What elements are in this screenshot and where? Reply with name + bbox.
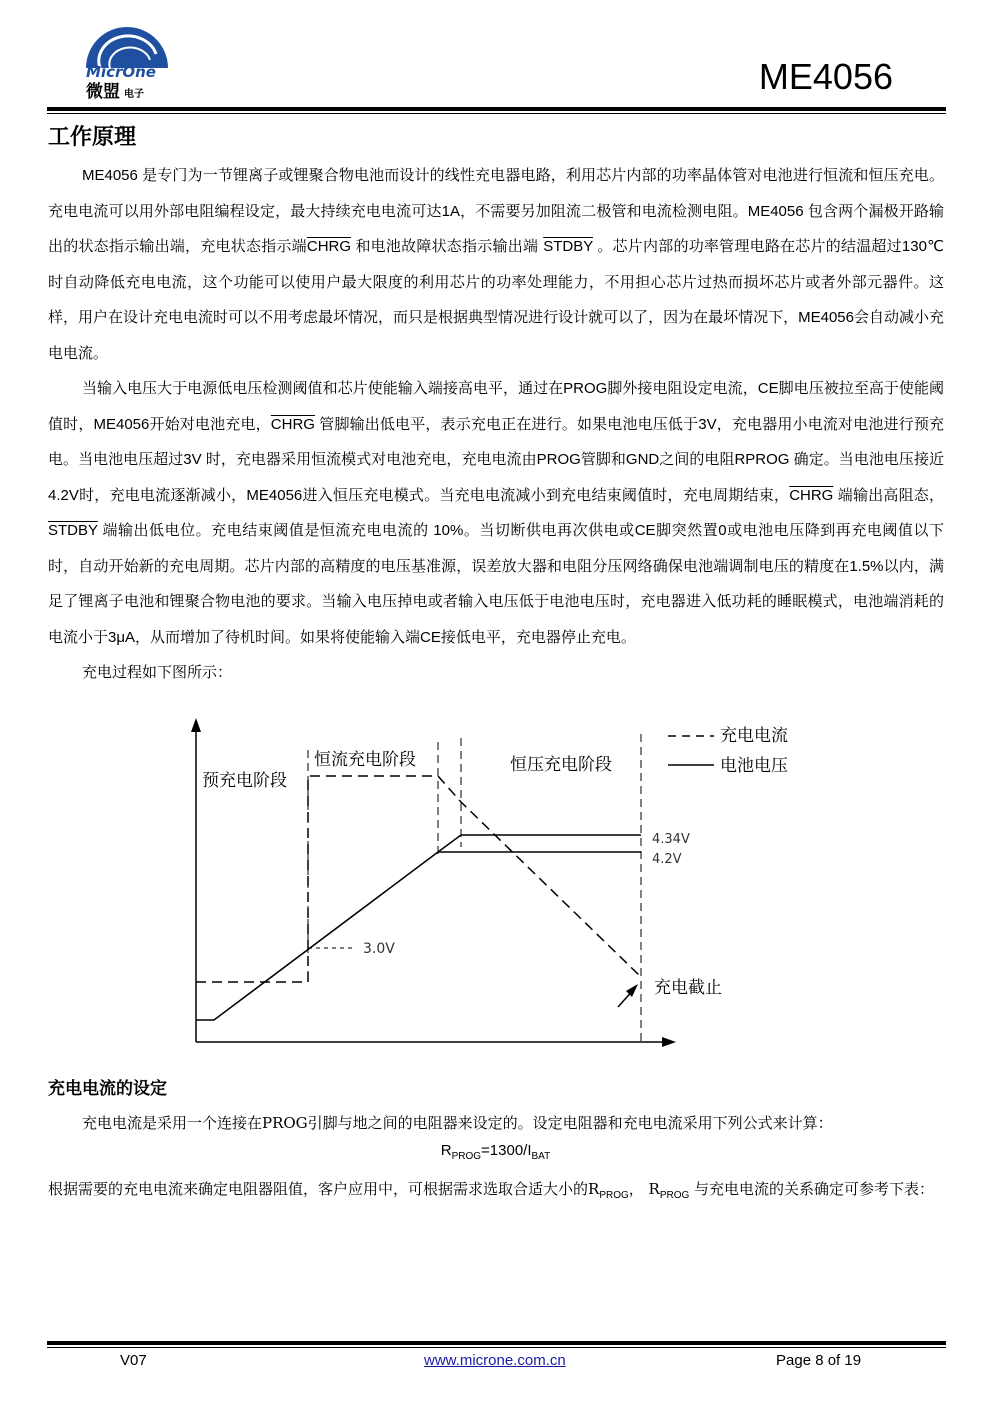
p1-part-a: ME4056 是专门为一节锂离子或锂聚合物电池而设计的线性充电器电路，利用芯片内部的功率晶体管对电池进行恒流和恒压充电。充电电流可以用外部电阻编程设定，最大持续充电电流可达1A，不需要另加阻流二极管和电流检测电阻。ME4056 包含两个漏极开路输出的状态指示输出端，充电状态指示端	[48, 167, 944, 255]
footer-rule-thick	[47, 1341, 946, 1345]
p1-part-b: 和电池故障状态指示输出端	[351, 238, 539, 255]
battery-voltage-curve	[196, 835, 641, 1020]
current-setting-intro	[48, 1106, 944, 1141]
principle-body	[48, 158, 944, 690]
logo-sub-text: 电子	[124, 89, 144, 100]
charge-current-curve	[196, 776, 641, 982]
voltage-434-label: 4.34V	[652, 832, 690, 847]
setting-paragraph-2	[48, 1172, 944, 1214]
section-title-principle: 工作原理	[48, 125, 137, 150]
footer-rule-thin	[47, 1347, 946, 1348]
voltage-30-label: 3.0V	[363, 941, 395, 957]
chrg-pin-label: CHRG	[306, 238, 352, 255]
section-title-current-setting: 充电电流的设定	[48, 1079, 167, 1099]
stdby-pin-label-2: STDBY	[48, 522, 98, 539]
header-rule-thick	[47, 107, 946, 111]
stage-cv-label: 恒压充电阶段	[510, 755, 612, 775]
p2-sub-1: PROG	[599, 1190, 629, 1201]
formula-i-sub: BAT	[531, 1151, 551, 1162]
p2-part-d: 端输出低电位。充电结束阈值是恒流充电电流的 10%。当切断供电再次供电或CE脚突然置0或电池电压降到再充电阈值以下时，自动开始新的充电周期。芯片内部的高精度的电压基准源，误差放大器和电阻分压网络确保电池端调制电压的精度在1.5%以内，满足了锂离子电池和锂聚合物电池的要求。当输入电压掉电或者输入电压低于电池电压时，充电器进入低功耗的睡眠模式，电池端消耗的电流小于3μA，从而增加了待机时间。如果将使能输入端CE接低电平，充电器停止充电。	[48, 522, 944, 646]
current-setting-body	[48, 1172, 944, 1214]
formula-r: R	[440, 1142, 452, 1159]
p2-text-c: 与充电电流的关系确定可参考下表：	[689, 1180, 935, 1198]
y-axis-arrow	[191, 718, 201, 732]
p1-part-c: 。芯片内部的功率管理电路在芯片的结温超过130℃时自动降低充电电流，这个功能可以使用户最大限度的利用芯片的功率处理能力，不用担心芯片过热而损坏芯片或者外部元器件。这样，用户在设计充电电流时可以不用考虑最坏情况，而只是根据典型情况进行设计就可以了，因为在最坏情况下，ME4056会自动减小充电电流。	[48, 238, 944, 362]
paragraph-3: 充电过程如下图所示：	[82, 663, 233, 681]
chrg-pin-label-2: CHRG	[270, 415, 315, 433]
stdby-pin-label: STDBY	[543, 238, 593, 255]
stage-precharge-label: 预充电阶段	[202, 771, 287, 791]
p2-part-c: 端输出高阻态，	[833, 486, 944, 504]
logo-graphic	[80, 24, 172, 108]
header-rule-thin	[47, 113, 946, 114]
formula-mid: =1300/I	[481, 1142, 532, 1159]
p2-text-b: ， R	[628, 1180, 660, 1198]
footer-page-number: Page 8 of 19	[776, 1352, 862, 1369]
logo-brand-text: MicrOne	[86, 63, 156, 81]
website-link[interactable]: www.microne.com.cn	[424, 1352, 566, 1369]
model-number: ME4056	[758, 56, 893, 97]
chrg-pin-label-3: CHRG	[789, 486, 834, 504]
p2-sub-2: PROG	[659, 1190, 690, 1201]
x-axis-arrow	[662, 1037, 676, 1047]
paragraph-1	[48, 158, 944, 371]
footer-version: V07	[120, 1352, 147, 1369]
setting-paragraph-1: 充电电流是采用一个连接在PROG引脚与地之间的电阻器来设定的。设定电阻器和充电电流采用下列公式来计算：	[82, 1114, 833, 1132]
paragraph-2	[48, 371, 944, 655]
company-logo	[80, 24, 172, 108]
charge-end-label: 充电截止	[654, 978, 722, 998]
p2-part-a: 当输入电压大于电源低电压检测阈值和芯片使能输入端接高电平，通过在PROG脚外接电阻设定电流，CE脚电压被拉至高于使能阈值时，ME4056开始对电池充电，	[48, 380, 944, 433]
formula-r-sub: PROG	[451, 1151, 482, 1162]
stage-cc-label: 恒流充电阶段	[314, 750, 416, 770]
rprog-formula	[0, 1142, 991, 1162]
p2-part-b: 管脚输出低电平，表示充电正在进行。如果电池电压低于3V，充电器用小电流对电池进行预充电。当电池电压超过3V 时，充电器采用恒流模式对电池充电，充电电流由PROG管脚和GND之间的电阻RPROG 确定。当电池电压接近4.2V时，充电电流逐渐减小，ME4056进入恒压充电模式。当充电电流减小到充电结束阈值时，充电周期结束，	[48, 415, 944, 504]
p2-text-a: 根据需要的充电电流来确定电阻器阻值，客户应用中，可根据需求选取合适大小的R	[48, 1180, 600, 1198]
legend-voltage-label: 电池电压	[720, 756, 788, 776]
voltage-42-label: 4.2V	[652, 852, 682, 867]
legend-current-label: 充电电流	[720, 726, 788, 746]
footer-website[interactable]	[424, 1352, 566, 1369]
logo-cn-text: 微盟	[86, 82, 120, 102]
charging-process-diagram	[180, 712, 820, 1052]
